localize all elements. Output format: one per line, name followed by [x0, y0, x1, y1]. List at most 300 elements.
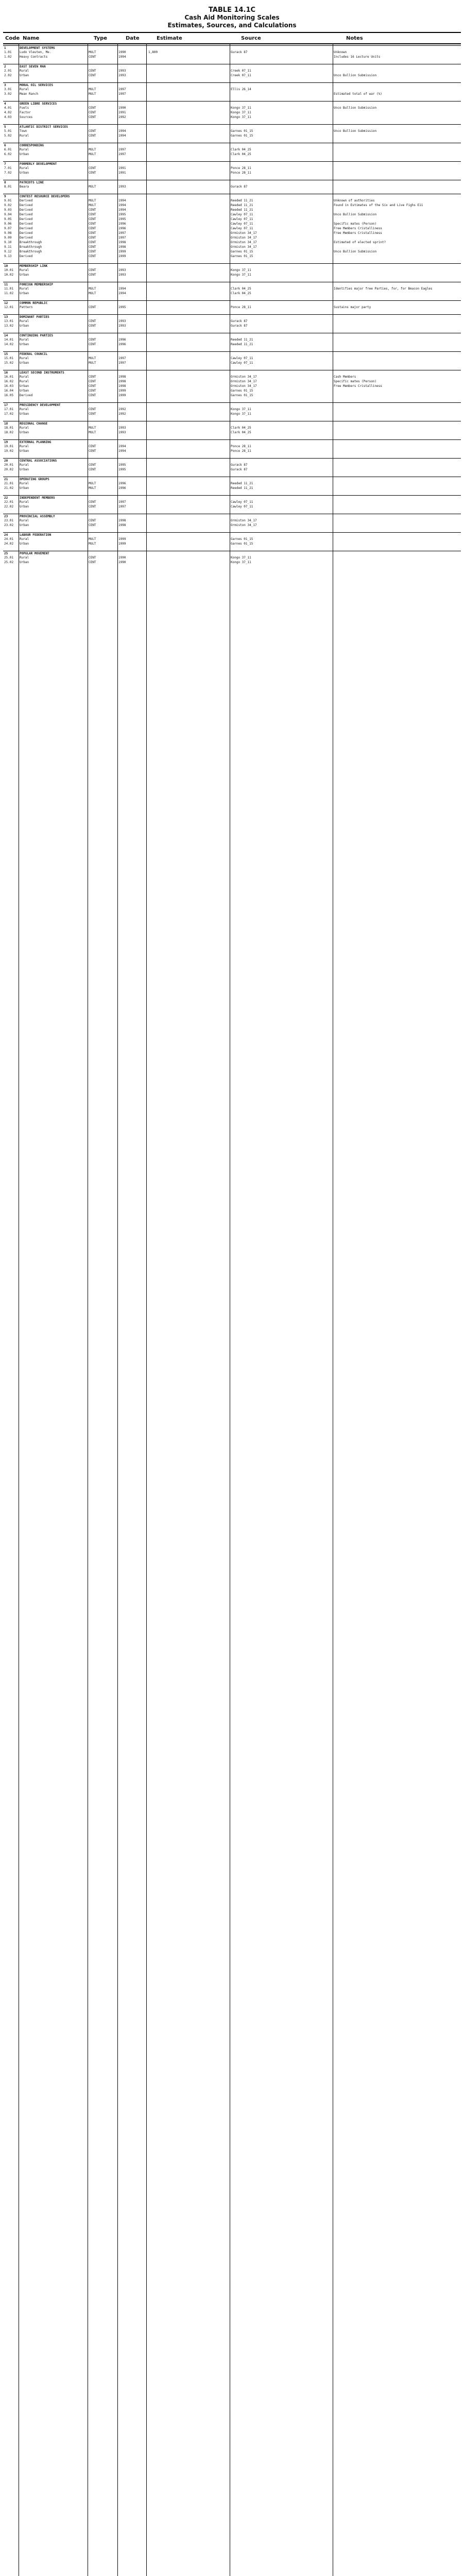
- row-name: Pattern: [20, 306, 33, 309]
- row-type: MULT: [89, 50, 96, 54]
- row-notes: Free Members Cristalliness: [334, 227, 382, 230]
- row-code: 16.02: [4, 380, 14, 383]
- row-type: CENT: [89, 556, 96, 560]
- row-notes: Unco Bullion Submission: [334, 129, 377, 133]
- row-source: Ponce 28_11: [231, 449, 251, 453]
- row-type: CENT: [89, 171, 96, 175]
- row-source: Garnes 01_15: [231, 394, 253, 397]
- table-row: [3, 342, 461, 347]
- row-type: MULT: [89, 88, 96, 91]
- table-row: [3, 235, 461, 240]
- row-type: MULT: [89, 92, 96, 96]
- row-name: PROVINCIAL ASSEMBLY: [20, 515, 55, 518]
- table-row: [3, 226, 461, 231]
- table-row: [3, 388, 461, 393]
- row-name: CENTRAL ASSOCIATIONS: [20, 459, 57, 463]
- row-type: MULT: [89, 426, 96, 430]
- row-name: Rural: [20, 463, 29, 467]
- row-source: Ormiston 34_17: [231, 523, 257, 527]
- row-source: Ponce 28_11: [231, 166, 251, 170]
- row-code: 19.02: [4, 449, 14, 453]
- row-code: 9.09: [4, 236, 12, 240]
- row-name: FEDERAL COUNCIL: [20, 352, 48, 356]
- table-row: [3, 208, 461, 212]
- table-row: [3, 249, 461, 254]
- row-source: Clark 04_25: [231, 292, 251, 295]
- table-row: [3, 416, 461, 421]
- row-code: 1.02: [4, 55, 12, 59]
- row-source: Garnes 01_15: [231, 129, 253, 133]
- row-type: MULT: [89, 357, 96, 360]
- row-notes: Unknown: [334, 50, 347, 54]
- row-name: Rural: [20, 426, 29, 430]
- row-name: Urban: [20, 542, 29, 546]
- row-type: MULT: [89, 361, 96, 365]
- row-type: CENT: [89, 236, 96, 240]
- row-type: CENT: [89, 213, 96, 216]
- row-type: CENT: [89, 306, 96, 309]
- table-row: [3, 50, 461, 55]
- row-code: 4.02: [4, 111, 12, 114]
- row-code: 23.01: [4, 519, 14, 522]
- row-code: 5: [4, 125, 6, 129]
- row-name: Derived: [20, 255, 33, 258]
- table-row: [3, 69, 461, 73]
- row-date: 1995: [118, 213, 126, 216]
- row-name: Rural: [20, 148, 29, 151]
- table-row: [3, 541, 461, 546]
- row-name: EAST SEVEN MAN: [20, 65, 46, 69]
- table-row: [3, 412, 461, 416]
- row-notes: Unco Bullion Submission: [334, 213, 377, 216]
- table-row: [3, 212, 461, 217]
- row-name: DOMINANT PARTIES: [20, 315, 49, 319]
- row-source: Garnes 01_15: [231, 255, 253, 258]
- row-name: Rural: [20, 166, 29, 170]
- row-name: Rural: [20, 519, 29, 522]
- row-notes: Estimated of elected sprint?: [334, 241, 386, 244]
- row-source: Cawley 07_11: [231, 505, 253, 509]
- row-code: 4.03: [4, 115, 12, 119]
- row-name: Urban: [20, 343, 29, 346]
- row-name: Ludo Vleuten, Me.: [20, 50, 51, 54]
- table-row: [3, 273, 461, 277]
- row-code: 21.01: [4, 482, 14, 485]
- row-code: 15.02: [4, 361, 14, 365]
- row-code: 18.02: [4, 431, 14, 434]
- row-source: Ponce 28_11: [231, 171, 251, 175]
- row-type: CENT: [89, 111, 96, 114]
- row-code: 22.02: [4, 505, 14, 509]
- table-row: [3, 171, 461, 175]
- row-name: Urban: [20, 449, 29, 453]
- row-type: MULT: [89, 204, 96, 207]
- row-date: 1995: [118, 217, 126, 221]
- row-source: Reeded 11_21: [231, 204, 253, 207]
- row-notes: Unco Bullion Submission: [334, 74, 377, 77]
- row-name: Rural: [20, 287, 29, 291]
- row-name: LEAST SECOND INSTRUMENTS: [20, 371, 64, 375]
- row-name: Derived: [20, 208, 33, 212]
- row-name: Derived: [20, 394, 33, 397]
- row-source: Gurack 87: [231, 463, 248, 467]
- row-date: 1996: [118, 482, 126, 485]
- row-name: Urban: [20, 361, 29, 365]
- row-code: 11: [4, 283, 8, 286]
- row-code: 2.01: [4, 69, 12, 73]
- row-code: 14.01: [4, 338, 14, 342]
- row-code: 6.02: [4, 152, 12, 156]
- row-code: 21.02: [4, 486, 14, 490]
- row-name: Rural: [20, 445, 29, 448]
- row-date: 1993: [118, 319, 126, 323]
- table-row: [3, 268, 461, 273]
- document-page: [3, 3, 461, 2576]
- row-source: Reeded 11_21: [231, 486, 253, 490]
- row-name: ATLANTIC DISTRICT SERVICES: [20, 125, 68, 129]
- row-notes: Identifies major free Parties, for, for Beacon Eagles: [334, 287, 433, 291]
- row-estimate: 1,800: [148, 50, 158, 54]
- table-row: [3, 96, 461, 101]
- row-source: Kongo 37_11: [231, 106, 251, 110]
- table-row: [3, 467, 461, 472]
- row-source: Clark 04_25: [231, 287, 251, 291]
- row-code: 25.01: [4, 556, 14, 560]
- row-name: PRESIDENCY DEVELOPMENT: [20, 403, 61, 407]
- table-row: [3, 110, 461, 115]
- column-header-source: Source: [241, 35, 261, 41]
- table-row: [3, 240, 461, 245]
- row-date: 1992: [118, 115, 126, 119]
- row-code: 9: [4, 195, 6, 198]
- row-date: 1993: [118, 69, 126, 73]
- row-type: CENT: [89, 324, 96, 328]
- row-source: Ormiston 34_17: [231, 380, 257, 383]
- row-code: 7: [4, 162, 6, 166]
- table-row: [3, 523, 461, 528]
- table-row: [3, 398, 461, 402]
- table-row: [3, 198, 461, 203]
- row-date: 1997: [118, 148, 126, 151]
- row-code: 7.02: [4, 171, 12, 175]
- row-name: Urban: [20, 384, 29, 388]
- table-row: [3, 430, 461, 435]
- row-name: Derived: [20, 222, 33, 226]
- row-name: Town: [20, 129, 27, 133]
- row-code: 9.02: [4, 204, 12, 207]
- row-name: Rural: [20, 537, 29, 541]
- row-type: CENT: [89, 319, 96, 323]
- column-header-row: [3, 32, 461, 44]
- row-date: 1994: [118, 129, 126, 133]
- row-name: Urban: [20, 273, 29, 277]
- row-type: CENT: [89, 217, 96, 221]
- row-type: CENT: [89, 343, 96, 346]
- row-type: CENT: [89, 449, 96, 453]
- row-name: Rural: [20, 482, 29, 485]
- row-type: CENT: [89, 380, 96, 383]
- row-date: 1998: [118, 241, 126, 244]
- row-code: 5.01: [4, 129, 12, 133]
- row-code: 24.02: [4, 542, 14, 546]
- row-date: 1990: [118, 106, 126, 110]
- table-row: [3, 291, 461, 296]
- table-row: [3, 337, 461, 342]
- row-name: Breakthrough: [20, 250, 42, 253]
- row-notes: Specific mates (Person): [334, 222, 377, 226]
- row-date: 1997: [118, 152, 126, 156]
- row-type: CENT: [89, 445, 96, 448]
- row-type: CENT: [89, 375, 96, 379]
- row-code: 2.02: [4, 74, 12, 77]
- row-name: Rural: [20, 375, 29, 379]
- row-type: MULT: [89, 185, 96, 189]
- row-type: CENT: [89, 241, 96, 244]
- row-type: MULT: [89, 542, 96, 546]
- row-date: 1997: [118, 92, 126, 96]
- row-name: Derived: [20, 236, 33, 240]
- row-date: 1994: [118, 55, 126, 59]
- row-name: CONTEST RESOURCE DEVELOPERS: [20, 195, 70, 198]
- row-code: 12.01: [4, 306, 14, 309]
- row-source: Gurack 87: [231, 468, 248, 471]
- row-name: Urban: [20, 324, 29, 328]
- row-date: 1995: [118, 306, 126, 309]
- row-name: Urban: [20, 74, 29, 77]
- row-notes: Unco Bullion Submission: [334, 106, 377, 110]
- row-code: 9.12: [4, 250, 12, 253]
- table-row: [3, 481, 461, 486]
- row-date: 1998: [118, 519, 126, 522]
- row-date: 1992: [118, 412, 126, 416]
- row-date: 1998: [118, 523, 126, 527]
- row-name: Rural: [20, 268, 29, 272]
- row-type: CENT: [89, 115, 96, 119]
- row-code: 22.01: [4, 500, 14, 504]
- row-name: Rural: [20, 69, 29, 73]
- row-date: 1993: [118, 273, 126, 277]
- row-code: 16.01: [4, 375, 14, 379]
- row-type: CENT: [89, 69, 96, 73]
- table-row: [3, 490, 461, 495]
- table-row: [3, 472, 461, 477]
- row-code: 23: [4, 515, 8, 518]
- row-code: 9.07: [4, 227, 12, 230]
- row-code: 3: [4, 83, 6, 87]
- row-notes: Includes 16 Lecture Units: [334, 55, 381, 59]
- row-name: Urban: [20, 412, 29, 416]
- row-source: Reeded 11_21: [231, 338, 253, 342]
- row-source: Ormiston 34_17: [231, 241, 257, 244]
- row-name: Rural: [20, 408, 29, 411]
- table-row: [3, 166, 461, 171]
- row-date: 1997: [118, 236, 126, 240]
- row-name: OPERATING GROUPS: [20, 478, 49, 481]
- row-source: Garnes 01_15: [231, 134, 253, 138]
- row-name: Rural: [20, 500, 29, 504]
- row-name: Mean Ranch: [20, 92, 39, 96]
- row-code: 16.05: [4, 394, 14, 397]
- row-type: MULT: [89, 537, 96, 541]
- row-name: Derived: [20, 231, 33, 235]
- row-notes: Found in Estimates of the Six and Live Fighs E11: [334, 204, 423, 207]
- row-code: 17.01: [4, 408, 14, 411]
- row-type: CENT: [89, 273, 96, 277]
- row-code: 16: [4, 371, 8, 375]
- row-code: 20.01: [4, 463, 14, 467]
- row-source: Kongo 37_11: [231, 412, 251, 416]
- row-date: 1996: [118, 486, 126, 490]
- table-row: [3, 361, 461, 365]
- row-code: 18: [4, 422, 8, 426]
- row-type: CENT: [89, 389, 96, 393]
- table-rows: [3, 44, 461, 2576]
- table-row: [3, 129, 461, 133]
- row-source: Ormiston 34_17: [231, 384, 257, 388]
- row-code: 24: [4, 533, 8, 537]
- row-code: 9.04: [4, 213, 12, 216]
- table-row: [3, 500, 461, 504]
- row-date: 1994: [118, 208, 126, 212]
- row-source: Creek 07_11: [231, 69, 251, 73]
- table-row: [3, 217, 461, 222]
- row-type: CENT: [89, 408, 96, 411]
- row-source: Ormiston 34_17: [231, 245, 257, 249]
- row-type: CENT: [89, 338, 96, 342]
- row-date: 1996: [118, 222, 126, 226]
- row-notes: Estimated total of war (%): [334, 92, 382, 96]
- row-name: CORRESPONDING: [20, 144, 44, 147]
- row-name: Derived: [20, 217, 33, 221]
- table-row: [3, 310, 461, 314]
- row-source: Ormiston 34_17: [231, 236, 257, 240]
- row-code: 11.02: [4, 292, 14, 295]
- row-date: 1993: [118, 185, 126, 189]
- row-notes: Unknown of authorities: [334, 199, 375, 202]
- row-date: 1999: [118, 255, 126, 258]
- row-type: CENT: [89, 250, 96, 253]
- table-row: [3, 184, 461, 189]
- row-name: Rural: [20, 134, 29, 138]
- row-code: 3.02: [4, 92, 12, 96]
- row-source: Ormiston 34_17: [231, 231, 257, 235]
- row-source: Cawley 07_11: [231, 222, 253, 226]
- row-name: Urban: [20, 152, 29, 156]
- row-code: 9.01: [4, 199, 12, 202]
- row-code: 8.01: [4, 185, 12, 189]
- row-name: Urban: [20, 468, 29, 471]
- row-name: MORAL OIL SERVICES: [20, 83, 54, 87]
- column-header-code: Code: [5, 35, 20, 41]
- row-type: CENT: [89, 55, 96, 59]
- row-source: Gurack 87: [231, 185, 248, 189]
- row-notes: Cash Members: [334, 375, 356, 379]
- row-code: 6: [4, 144, 6, 147]
- row-date: 1994: [118, 449, 126, 453]
- table-row: [3, 379, 461, 384]
- row-date: 1997: [118, 231, 126, 235]
- row-code: 18.01: [4, 426, 14, 430]
- table-row: [3, 486, 461, 490]
- row-source: Clark 04_25: [231, 152, 251, 156]
- row-type: CENT: [89, 74, 96, 77]
- row-source: Garnes 01_15: [231, 389, 253, 393]
- row-type: CENT: [89, 268, 96, 272]
- row-code: 16.04: [4, 389, 14, 393]
- row-date: 1993: [118, 74, 126, 77]
- table-row: [3, 245, 461, 249]
- row-date: 1990: [118, 50, 126, 54]
- column-header-notes: Notes: [346, 35, 363, 41]
- row-source: Garnes 01_15: [231, 542, 253, 546]
- row-name: Heavy Contracts: [20, 55, 48, 59]
- row-name: EXTERNAL PLANNING: [20, 440, 51, 444]
- row-type: CENT: [89, 106, 96, 110]
- row-code: 10.02: [4, 273, 14, 277]
- row-name: Rural: [20, 338, 29, 342]
- row-code: 7.01: [4, 166, 12, 170]
- table-row: [3, 133, 461, 138]
- row-date: 1999: [118, 394, 126, 397]
- row-code: 2: [4, 65, 6, 69]
- row-source: Kongo 37_11: [231, 273, 251, 277]
- row-code: 25.02: [4, 561, 14, 564]
- row-type: CENT: [89, 384, 96, 388]
- row-code: 4.01: [4, 106, 12, 110]
- row-date: 1990: [118, 561, 126, 564]
- row-code: 10.01: [4, 268, 14, 272]
- table-row: [3, 106, 461, 110]
- table-row: [3, 347, 461, 351]
- row-code: 15.01: [4, 357, 14, 360]
- row-type: MULT: [89, 199, 96, 202]
- row-date: 1999: [118, 542, 126, 546]
- row-source: Clark 04_25: [231, 148, 251, 151]
- row-date: 1994: [118, 292, 126, 295]
- row-type: CENT: [89, 500, 96, 504]
- table-row: [3, 231, 461, 235]
- row-name: Beara: [20, 185, 29, 189]
- row-name: Urban: [20, 389, 29, 393]
- row-type: CENT: [89, 208, 96, 212]
- row-type: CENT: [89, 227, 96, 230]
- row-date: 1994: [118, 445, 126, 448]
- row-code: 9.08: [4, 231, 12, 235]
- row-source: Ponce 28_11: [231, 306, 251, 309]
- row-notes: Sustains major party: [334, 306, 371, 309]
- row-type: MULT: [89, 287, 96, 291]
- row-date: 1995: [118, 463, 126, 467]
- row-name: Rural: [20, 380, 29, 383]
- table-row: [3, 560, 461, 565]
- row-name: Breakthrough: [20, 245, 42, 249]
- row-code: 16.03: [4, 384, 14, 388]
- row-name: Factor: [20, 111, 31, 114]
- row-code: 25: [4, 552, 8, 555]
- row-date: 1991: [118, 166, 126, 170]
- table-row: [3, 356, 461, 361]
- column-header-date: Date: [126, 35, 140, 41]
- table-row: [3, 444, 461, 449]
- row-code: 20: [4, 459, 8, 463]
- row-name: Rural: [20, 88, 29, 91]
- row-source: Clark 04_25: [231, 431, 251, 434]
- table-row: [3, 435, 461, 439]
- row-date: 1993: [118, 431, 126, 434]
- row-code: 20.02: [4, 468, 14, 471]
- row-source: Cawley 07_11: [231, 500, 253, 504]
- row-name: Derived: [20, 227, 33, 230]
